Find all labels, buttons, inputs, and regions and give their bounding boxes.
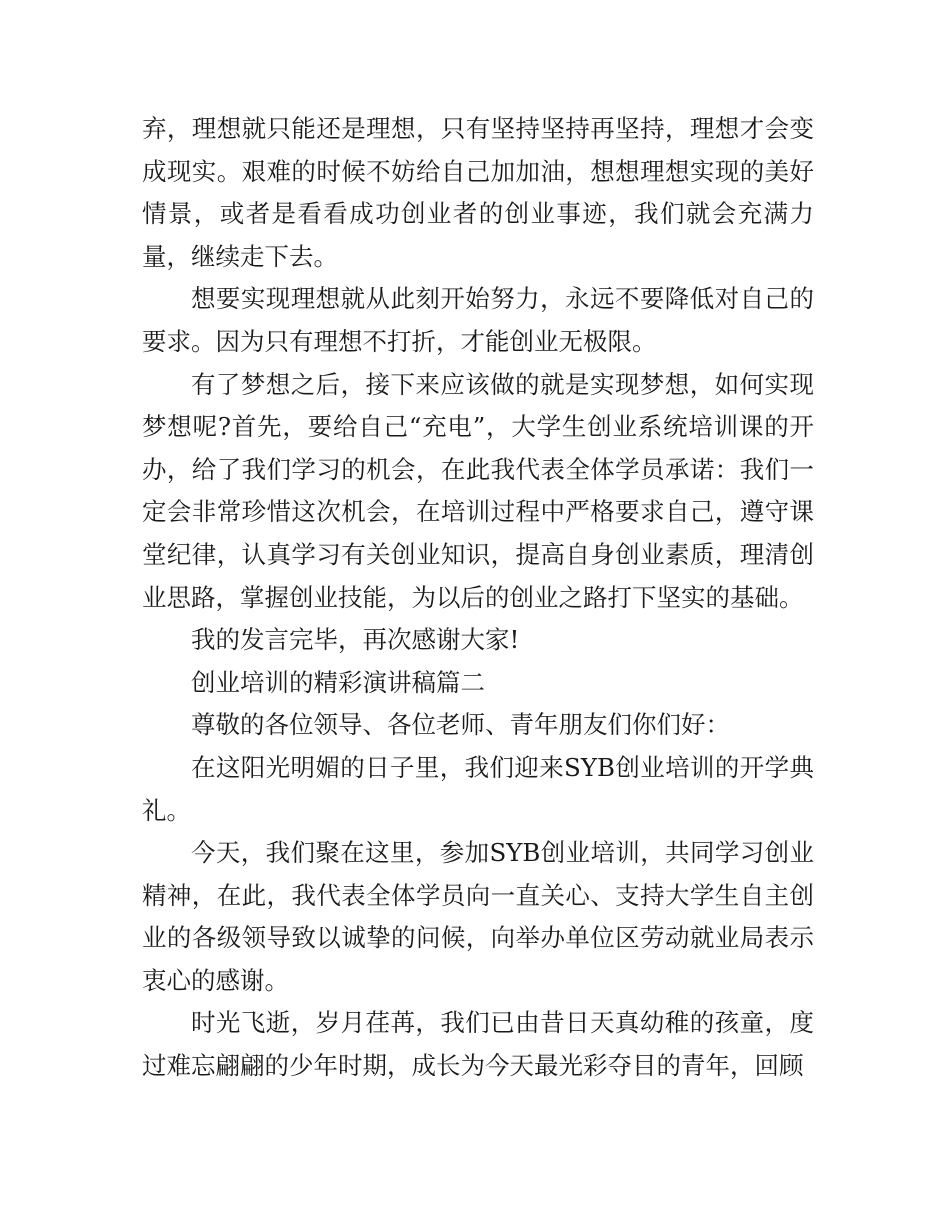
paragraph-4: 我的发言完毕，再次感谢大家! <box>191 625 520 655</box>
salutation: 尊敬的各位领导、各位老师、青年朋友们你们好： <box>191 710 730 740</box>
paragraph-3: 有了梦想之后，接下来应该做的就是实现梦想，如何实现梦想呢?首先，要给自己“充电”，大学生创业系统培训课的开办，给了我们学习的机会，在此我代表全体学员承诺：我们一定会非常珍惜这次机会，在培训过程中严格要求自己，遵守课堂纪律，认真学习有关创业知识，提高自身创业素质，理清创业思路，掌握创业技能，为以后的创业之路打下坚实的基础。 <box>142 369 814 612</box>
paragraph-2: 想要实现理想就从此刻开始努力，永远不要降低对自己的要求。因为只有理想不打折，才能创业无极限。 <box>142 284 814 356</box>
paragraph-1: 弃，理想就只能还是理想，只有坚持坚持再坚持，理想才会变成现实。艰难的时候不妨给自己加加油，想想理想实现的美好情景，或者是看看成功创业者的创业事迹，我们就会充满力量，继续走下去。 <box>142 114 814 271</box>
section-heading: 创业培训的精彩演讲稿篇二 <box>191 667 485 697</box>
paragraph-9: 时光飞逝，岁月荏苒，我们已由昔日天真幼稚的孩童，度过难忘翩翩的少年时期，成长为今天最光彩夺目的青年，回顾 <box>142 1008 814 1081</box>
document-body <box>142 108 814 1088</box>
paragraph-7: 在这阳光明媚的日子里，我们迎来SYB创业培训的开学典礼。 <box>142 752 814 825</box>
paragraph-8: 今天，我们聚在这里，参加SYB创业培训，共同学习创业精神，在此，我代表全体学员向一直关心、支持大学生自主创业的各级领导致以诚挚的问候，向举办单位区劳动就业局表示衷心的感谢。 <box>142 838 814 995</box>
